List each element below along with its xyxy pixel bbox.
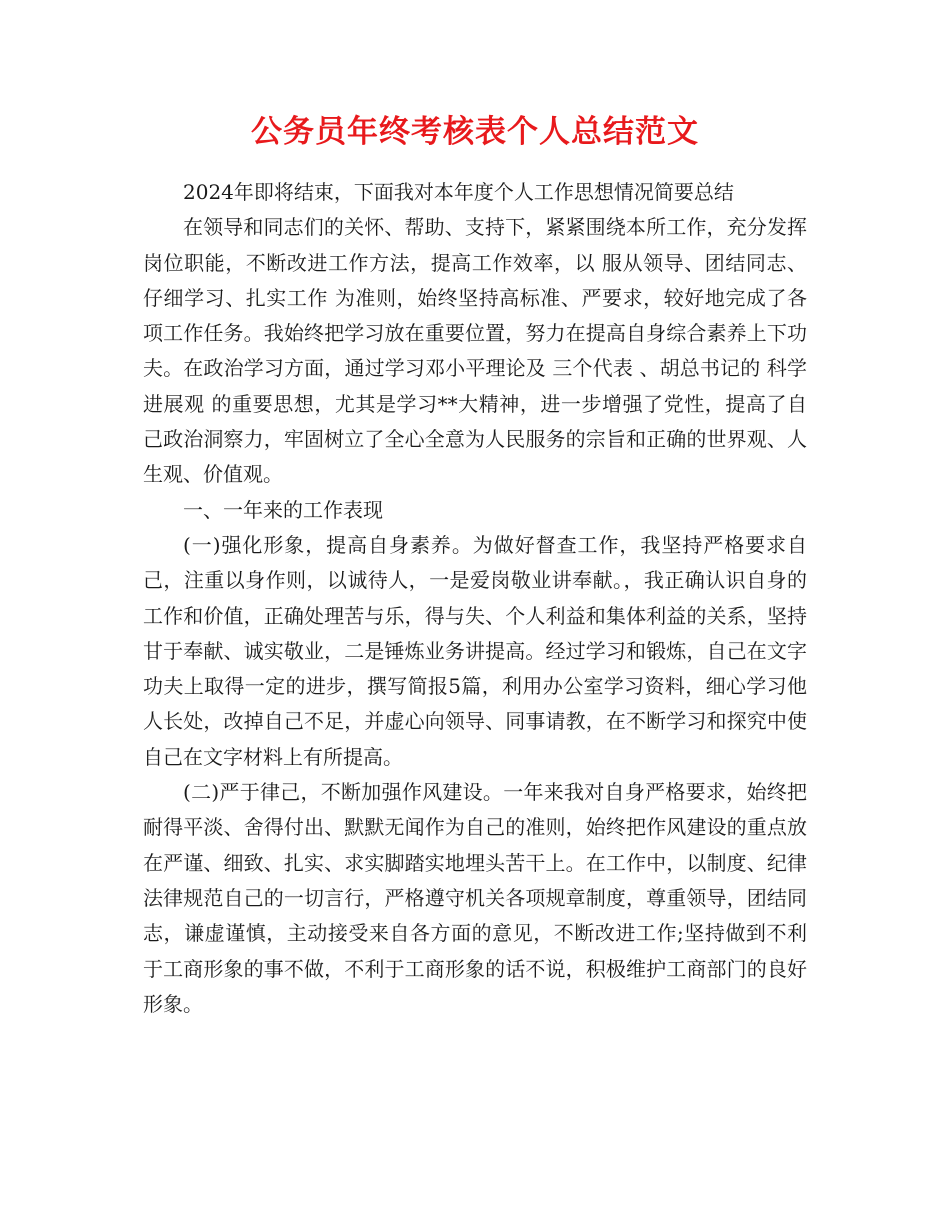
body-paragraph: 在领导和同志们的关怀、帮助、支持下，紧紧围绕本所工作，充分发挥岗位职能，不断改进工作方法，提高工作效率，以 服从领导、团结同志、仔细学习、扎实工作 为准则，始终坚持高标准、严要求，较好地完成了各项工作任务。我始终把学习放在重要位置，努力在提高自身综合素养上下功夫。在政治学习方面，通过学习邓小平理论及 三个代表 、胡总书记的 科学进展观 的重要思想，尤其是学习**大精神，进一步增强了党性，提高了自己政治洞察力，牢固树立了全心全意为人民服务的宗旨和正确的世界观、人生观、价值观。 [143,215,807,487]
document-title: 公务员年终考核表个人总结范文 [251,114,699,150]
document-body [143,175,807,1022]
section-heading: 一、一年来的工作表现 [183,497,383,522]
body-paragraph: (一)强化形象，提高自身素养。为做好督查工作，我坚持严格要求自己，注重以身作则，以诚待人，一是爱岗敬业讲奉献。，我正确认识自身的工作和价值，正确处理苦与乐，得与失、个人利益和集体利益的关系，坚持甘于奉献、诚实敬业，二是锤炼业务讲提高。经过学习和锻炼，自己在文字功夫上取得一定的进步，撰写简报5篇，利用办公室学习资料，细心学习他人长处，改掉自己不足，并虚心向领导、同事请教，在不断学习和探究中使自己在文字材料上有所提高。 [143,532,807,769]
intro-paragraph: 2024年即将结束，下面我对本年度个人工作思想情况简要总结 [183,180,734,204]
body-paragraph: (二)严于律己，不断加强作风建设。一年来我对自身严格要求，始终把耐得平淡、舍得付出、默默无闻作为自己的准则，始终把作风建设的重点放在严谨、细致、扎实、求实脚踏实地埋头苦干上。在工作中，以制度、纪律法律规范自己的一切言行，严格遵守机关各项规章制度，尊重领导，团结同志，谦虚谨慎，主动接受来自各方面的意见，不断改进工作;坚持做到不利于工商形象的事不做，不利于工商形象的话不说，积极维护工商部门的良好形象。 [143,780,807,1016]
